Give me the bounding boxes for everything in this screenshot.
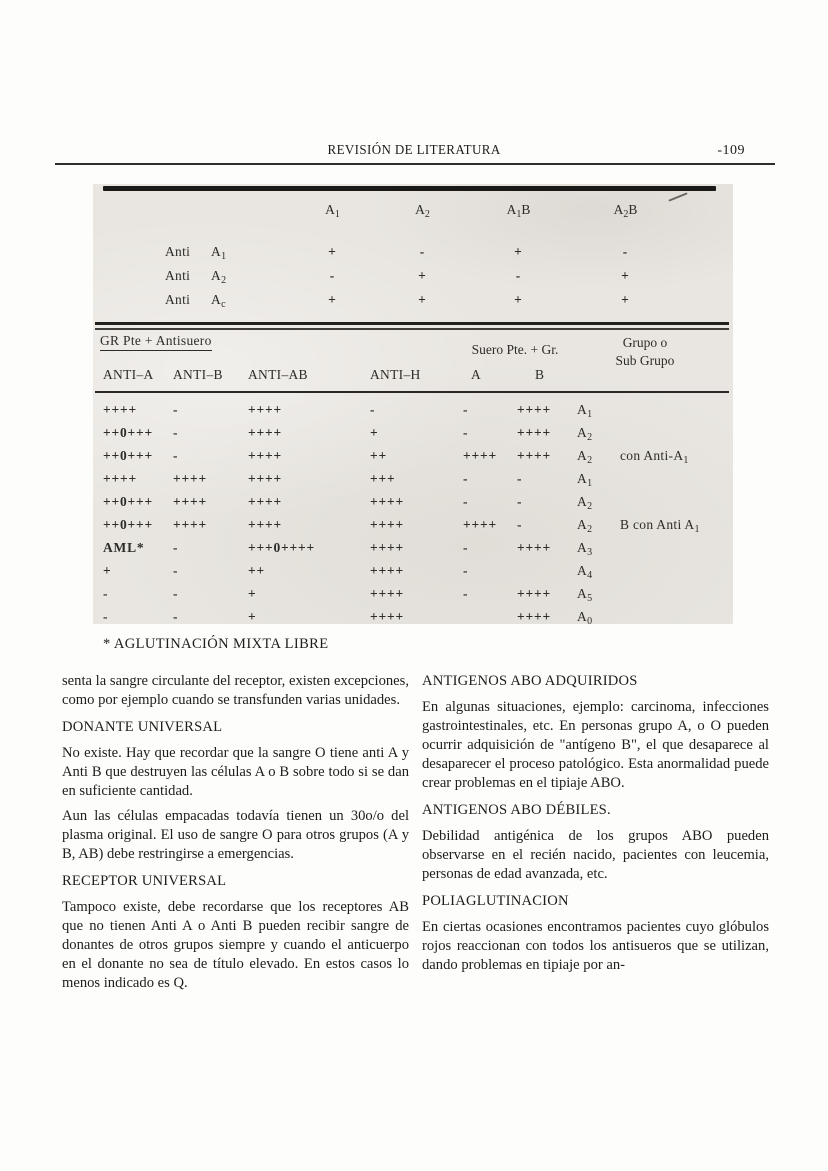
cell: + — [328, 292, 337, 307]
group-label: $A_2$ — [577, 425, 593, 443]
cell: ++0+++ — [103, 425, 154, 440]
cell: ++++ — [248, 425, 282, 440]
cell: - — [173, 540, 179, 555]
group-label: $A_1$ — [577, 402, 593, 420]
cell: - — [103, 609, 109, 624]
table-caption: * AGLUTINACIÓN MIXTA LIBRE — [103, 636, 329, 652]
cell: ++++ — [173, 471, 207, 486]
cell: ++++ — [370, 494, 404, 509]
cell: ++++ — [517, 586, 551, 601]
empty-cell — [165, 202, 285, 220]
cell: ++++ — [103, 402, 137, 417]
cell: ++0+++ — [103, 494, 154, 509]
cell: ++++ — [248, 471, 282, 486]
main-table-headers — [93, 367, 733, 383]
cell: ++++ — [370, 540, 404, 555]
page-number: -109 — [717, 143, 745, 158]
cell: ++++ — [517, 609, 551, 624]
right-column — [422, 672, 769, 999]
cell: ++++ — [248, 402, 282, 417]
section-heading: RECEPTOR UNIVERSAL — [62, 873, 227, 889]
table-row — [93, 421, 733, 444]
cell: - — [517, 471, 523, 486]
table-row — [93, 444, 733, 467]
col-header-anti-a: ANTI–A — [103, 367, 154, 382]
cell: - — [173, 425, 179, 440]
cell: + — [248, 609, 257, 624]
group-label: $A_4$ — [577, 563, 593, 581]
section-heading: DONANTE UNIVERSAL — [62, 719, 223, 735]
empty-cell — [620, 367, 733, 383]
cell: + — [418, 268, 427, 283]
cell: ++ — [370, 448, 387, 463]
table-row — [93, 240, 733, 264]
cell: ++++ — [248, 517, 282, 532]
cell: - — [173, 448, 179, 463]
cell: +++0++++ — [248, 540, 315, 555]
group-label: $A_1$ — [577, 471, 593, 489]
cell: ++++ — [370, 586, 404, 601]
cell: +++ — [370, 471, 396, 486]
cell: + — [370, 425, 379, 440]
cell: - — [463, 402, 469, 417]
cell: + — [514, 292, 523, 307]
divider-rule-thick — [95, 322, 729, 325]
table-right-title: Grupo o Sub Grupo — [615, 335, 675, 368]
cell: ++++ — [173, 517, 207, 532]
section-heading: ANTIGENOS ABO DÉBILES. — [422, 802, 611, 818]
cell: ++0+++ — [103, 448, 154, 463]
table-row — [93, 490, 733, 513]
cell: - — [173, 563, 179, 578]
header-rule — [55, 163, 775, 165]
cell: - — [463, 540, 469, 555]
group-note: B con Anti $A_1$ — [620, 517, 700, 535]
group-note: con Anti-$A_1$ — [620, 448, 689, 466]
cell: AML* — [103, 540, 145, 555]
cell: - — [463, 494, 469, 509]
col-header-suero-a: A — [471, 367, 482, 382]
cell: ++++ — [517, 448, 551, 463]
empty-cell — [577, 367, 620, 383]
antigen-column-headers — [93, 202, 733, 220]
col-header-a1: $A_1$ — [325, 202, 340, 220]
cell: + — [248, 586, 257, 601]
cell: ++ — [248, 563, 265, 578]
main-table-body — [93, 398, 733, 628]
cell: - — [622, 244, 629, 259]
cell: + — [418, 292, 427, 307]
cell: ++++ — [103, 471, 137, 486]
antigen-table-body — [93, 240, 733, 312]
cell: + — [103, 563, 112, 578]
paragraph: senta la sangre circulante del receptor, existen excepciones, como por ejemplo cuando se transfunden varias unidades. — [62, 673, 409, 708]
cell: ++++ — [517, 540, 551, 555]
row-label: Anti $A_2$ — [165, 268, 227, 286]
table-row — [93, 398, 733, 421]
group-label: $A_0$ — [577, 609, 593, 627]
scan-top-bar — [103, 186, 716, 191]
cell: ++++ — [173, 494, 207, 509]
cell: ++++ — [370, 563, 404, 578]
cell: - — [463, 586, 469, 601]
col-header-suero-b: B — [535, 367, 545, 382]
running-head — [55, 143, 773, 159]
cell: ++++ — [517, 425, 551, 440]
table-row — [93, 536, 733, 559]
table-mid-title: Suero Pte. + Gr. — [471, 342, 559, 357]
cell: + — [328, 244, 337, 259]
cell: ++++ — [248, 448, 282, 463]
table-row — [93, 467, 733, 490]
header-divider-rule — [95, 391, 729, 393]
group-note — [620, 605, 733, 633]
group-label: $A_2$ — [577, 517, 593, 535]
table-row — [93, 605, 733, 628]
cell: - — [173, 402, 179, 417]
paragraph: Aun las células empacadas todavía tienen un 30o/o del plasma original. El uso de sangre O para otros grupos (A y B, AB) debe restringirse a emergencias. — [62, 808, 409, 862]
group-label: $A_3$ — [577, 540, 593, 558]
cell: ++++ — [463, 448, 497, 463]
col-header-a1b: $A_1B$ — [506, 202, 531, 220]
cell: + — [621, 292, 630, 307]
col-header-a2: $A_2$ — [415, 202, 430, 220]
col-header-anti-ab: ANTI–AB — [248, 367, 308, 382]
pen-mark — [668, 192, 687, 201]
cell: - — [463, 471, 469, 486]
group-label: $A_2$ — [577, 448, 593, 466]
table-left-title: GR Pte + Antisuero — [100, 333, 212, 349]
cell: - — [463, 563, 469, 578]
cell: ++++ — [370, 517, 404, 532]
col-header-anti-h: ANTI–H — [370, 367, 421, 382]
group-label: $A_5$ — [577, 586, 593, 604]
table-row — [93, 582, 733, 605]
cell: - — [370, 402, 376, 417]
left-column — [62, 672, 409, 999]
col-header-a2b: $A_2B$ — [613, 202, 638, 220]
paragraph: En algunas situaciones, ejemplo: carcinoma, infecciones gastrointestinales, etc. En personas grupo A, o O pueden ocurrir adquisición de "antígeno B", el que desaparece al desaparecer el proceso patológico. Esta anormalidad puede crear problemas en el tipiaje ABO. — [422, 699, 769, 791]
cell: - — [517, 494, 523, 509]
divider-rule-thin — [95, 328, 729, 330]
cell: ++++ — [463, 517, 497, 532]
cell: ++0+++ — [103, 517, 154, 532]
cell: + — [514, 244, 523, 259]
table-row — [93, 288, 733, 312]
paragraph: Tampoco existe, debe recordarse que los receptores AB que no tienen Anti A o Anti B pueden recibir sangre de donantes de otros grupos siempre y cuando el anticuerpo en el donante no sea de título elevado. En estos casos lo menos indicado es Q. — [62, 899, 409, 991]
cell: - — [463, 425, 469, 440]
cell: - — [173, 609, 179, 624]
row-label: Anti $A_1$ — [165, 244, 227, 262]
table-row — [93, 513, 733, 536]
cell: ++++ — [517, 402, 551, 417]
cell — [463, 605, 517, 633]
group-label: $A_2$ — [577, 494, 593, 512]
cell: - — [515, 268, 522, 283]
paragraph: En ciertas ocasiones encontramos pacientes cuyo glóbulos rojos reaccionan con todos los antisueros que se utilizan, dando problemas en tipiaje por an- — [422, 919, 769, 973]
cell: - — [517, 517, 523, 532]
paragraph: No existe. Hay que recordar que la sangre O tiene anti A y Anti B que destruyen las células A o B sobre todo si se dan en suficiente cantidad. — [62, 745, 409, 799]
row-label: Anti $A_c$ — [165, 292, 226, 310]
cell: - — [329, 268, 336, 283]
cell: - — [103, 586, 109, 601]
table-row — [93, 264, 733, 288]
scanned-table-image — [93, 184, 733, 627]
cell: - — [173, 586, 179, 601]
page-title: REVISIÓN DE LITERATURA — [327, 143, 501, 158]
col-header-anti-b: ANTI–B — [173, 367, 223, 382]
cell: + — [621, 268, 630, 283]
table-row — [93, 559, 733, 582]
section-heading: ANTIGENOS ABO ADQUIRIDOS — [422, 673, 638, 689]
paragraph: Debilidad antigénica de los grupos ABO pueden observarse en el recién nacido, pacientes con leucemia, personas de edad avanzada, etc. — [422, 828, 769, 882]
cell: ++++ — [370, 609, 404, 624]
body-columns — [62, 672, 770, 999]
cell: - — [419, 244, 426, 259]
cell: ++++ — [248, 494, 282, 509]
section-heading: POLIAGLUTINACION — [422, 893, 569, 909]
